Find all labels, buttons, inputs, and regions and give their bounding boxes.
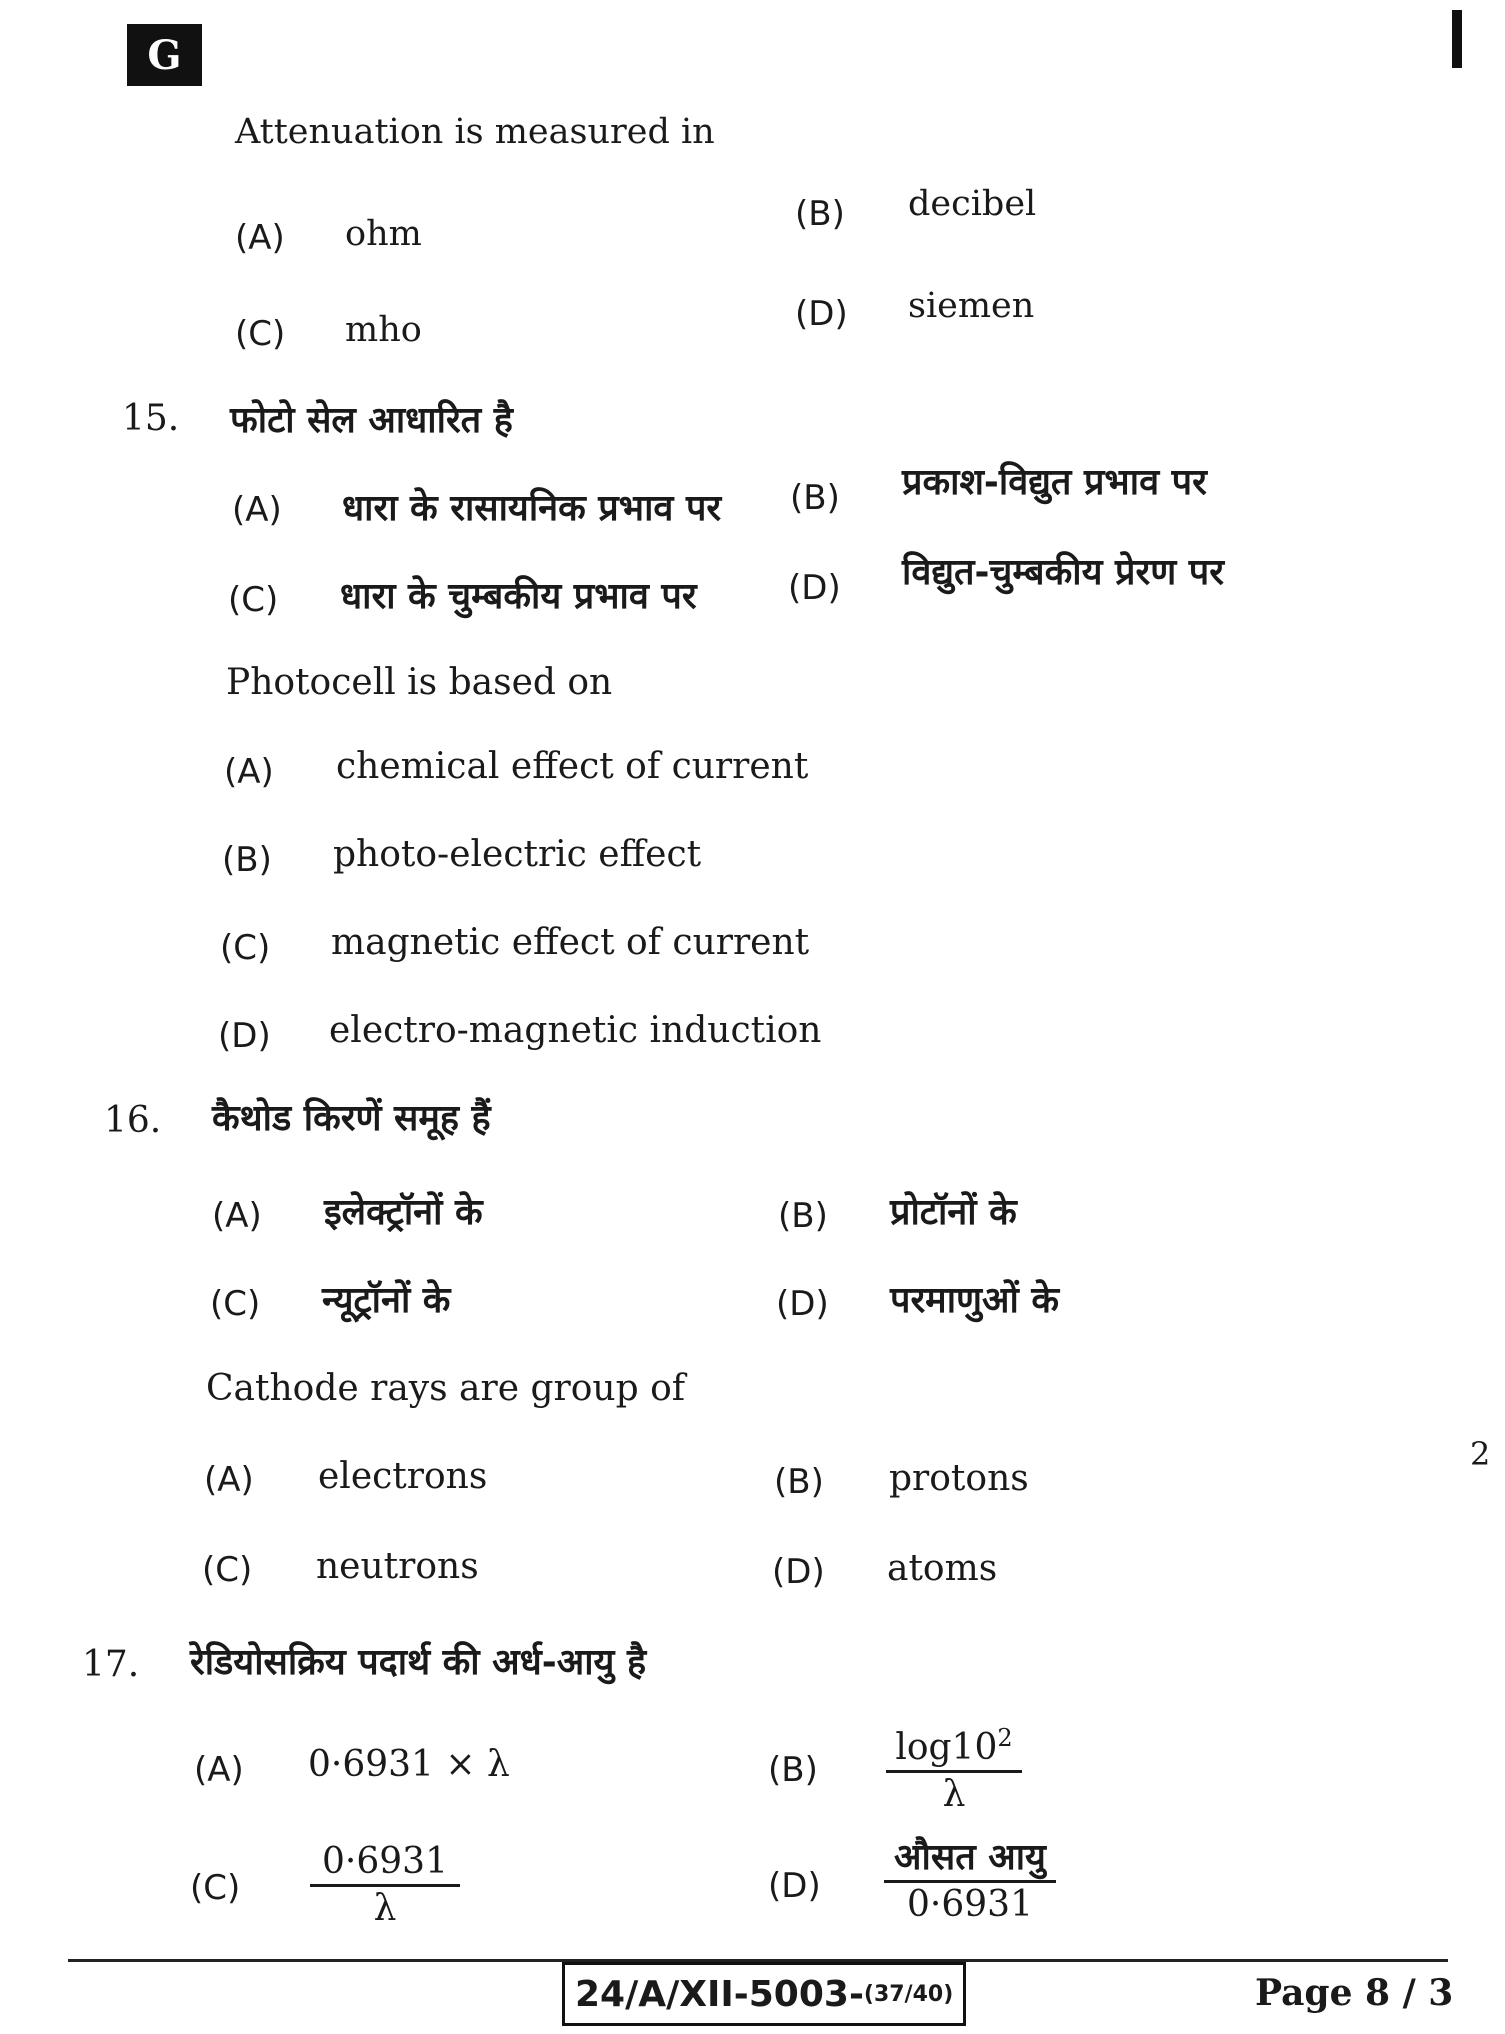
q17-option-b-fraction	[886, 1716, 1022, 1817]
q17-question-hi: रेडियोसक्रिय पदार्थ की अर्ध-आयु है	[190, 1642, 647, 1683]
q14-option-c-text: mho	[345, 310, 422, 350]
q14-option-a-text: ohm	[345, 214, 422, 254]
set-badge	[127, 24, 202, 86]
paper-code: 24/A/XII-5003-	[575, 1973, 864, 2015]
q16-en-option-b-label: (B)	[774, 1462, 824, 1502]
q16-hi-option-b-label: (B)	[778, 1196, 828, 1236]
q14-option-d-label: (D)	[795, 294, 848, 334]
q15-number: 15.	[122, 398, 180, 439]
q15-en-option-a-text: chemical effect of current	[336, 746, 809, 787]
q15-hi-option-a-label: (A)	[232, 490, 282, 530]
q16-en-option-a-text: electrons	[318, 1456, 488, 1497]
q15-hi-option-d-label: (D)	[788, 568, 841, 608]
paper-code-box	[562, 1962, 966, 2026]
q17-option-d-label: (D)	[768, 1866, 821, 1906]
q14-option-a-label: (A)	[235, 218, 285, 258]
q14-option-c-label: (C)	[235, 314, 286, 354]
q14-option-b-text: decibel	[908, 184, 1037, 224]
q16-hi-option-b-text: प्रोटॉनों के	[890, 1192, 1017, 1233]
q17-option-a-text: 0·6931 × λ	[308, 1744, 510, 1785]
q16-question-hi: कैथोड किरणें समूह हैं	[212, 1098, 491, 1139]
q16-question-en: Cathode rays are group of	[206, 1368, 686, 1409]
q15-en-option-a-label: (A)	[224, 752, 274, 792]
q16-hi-option-d-label: (D)	[776, 1284, 829, 1324]
q16-hi-option-c-label: (C)	[210, 1284, 261, 1324]
margin-mark: 2	[1470, 1435, 1491, 1473]
q14-option-d-text: siemen	[908, 286, 1035, 326]
q17-option-a-label: (A)	[194, 1750, 244, 1790]
q17-option-b-denominator: λ	[942, 1774, 966, 1815]
q17-option-d-denominator: 0·6931	[907, 1884, 1033, 1925]
page-number: Page 8 / 3	[1255, 1972, 1454, 2014]
q17-option-c-numerator: 0·6931	[322, 1841, 448, 1882]
q15-hi-option-c-text: धारा के चुम्बकीय प्रभाव पर	[340, 576, 697, 617]
q15-hi-option-b-label: (B)	[790, 478, 840, 518]
q17-option-b-num-base: log10	[895, 1727, 998, 1768]
q15-hi-option-b-text: प्रकाश-विद्युत प्रभाव पर	[902, 462, 1207, 503]
q15-en-option-c-text: magnetic effect of current	[331, 922, 810, 963]
q14-question-en: Attenuation is measured in	[235, 112, 715, 152]
set-label: G	[147, 31, 182, 79]
q14-option-b-label: (B)	[795, 194, 845, 234]
q15-en-option-d-text: electro-magnetic induction	[329, 1010, 822, 1051]
q16-en-option-a-label: (A)	[204, 1460, 254, 1500]
q16-en-option-d-label: (D)	[772, 1552, 825, 1592]
q16-hi-option-a-text: इलेक्ट्रॉनों के	[324, 1192, 483, 1233]
q16-en-option-d-text: atoms	[887, 1548, 998, 1589]
q16-hi-option-d-text: परमाणुओं के	[890, 1280, 1060, 1321]
q16-hi-option-c-text: न्यूट्रॉनों के	[322, 1280, 451, 1321]
q17-number: 17.	[82, 1644, 140, 1685]
q16-en-option-b-text: protons	[889, 1458, 1029, 1499]
q17-option-b-label: (B)	[768, 1750, 818, 1790]
q16-number: 16.	[104, 1100, 162, 1141]
q17-option-b-numerator	[895, 1716, 1012, 1770]
q17-option-d-fraction	[884, 1836, 1056, 1927]
q15-hi-option-a-text: धारा के रासायनिक प्रभाव पर	[342, 488, 722, 529]
q15-question-hi: फोटो सेल आधारित है	[230, 400, 513, 441]
q17-option-b-num-exp: 2	[997, 1724, 1013, 1752]
q15-en-option-d-label: (D)	[218, 1016, 271, 1056]
q15-en-option-b-label: (B)	[222, 840, 272, 880]
q15-hi-option-d-text: विद्युत-चुम्बकीय प्रेरण पर	[902, 552, 1224, 593]
q16-en-option-c-text: neutrons	[316, 1546, 479, 1587]
edge-mark	[1452, 10, 1462, 68]
q15-en-option-c-label: (C)	[220, 928, 271, 968]
q17-option-c-fraction	[310, 1840, 460, 1931]
q15-hi-option-c-label: (C)	[228, 580, 279, 620]
q17-option-c-denominator: λ	[373, 1888, 397, 1929]
q16-hi-option-a-label: (A)	[212, 1196, 262, 1236]
q17-option-d-numerator: औसत आयु	[894, 1837, 1046, 1878]
q17-option-c-label: (C)	[190, 1868, 241, 1908]
q15-question-en: Photocell is based on	[226, 662, 613, 703]
paper-code-suffix: (37/40)	[863, 1981, 954, 2007]
q15-en-option-b-text: photo-electric effect	[333, 834, 702, 875]
q16-en-option-c-label: (C)	[202, 1550, 253, 1590]
